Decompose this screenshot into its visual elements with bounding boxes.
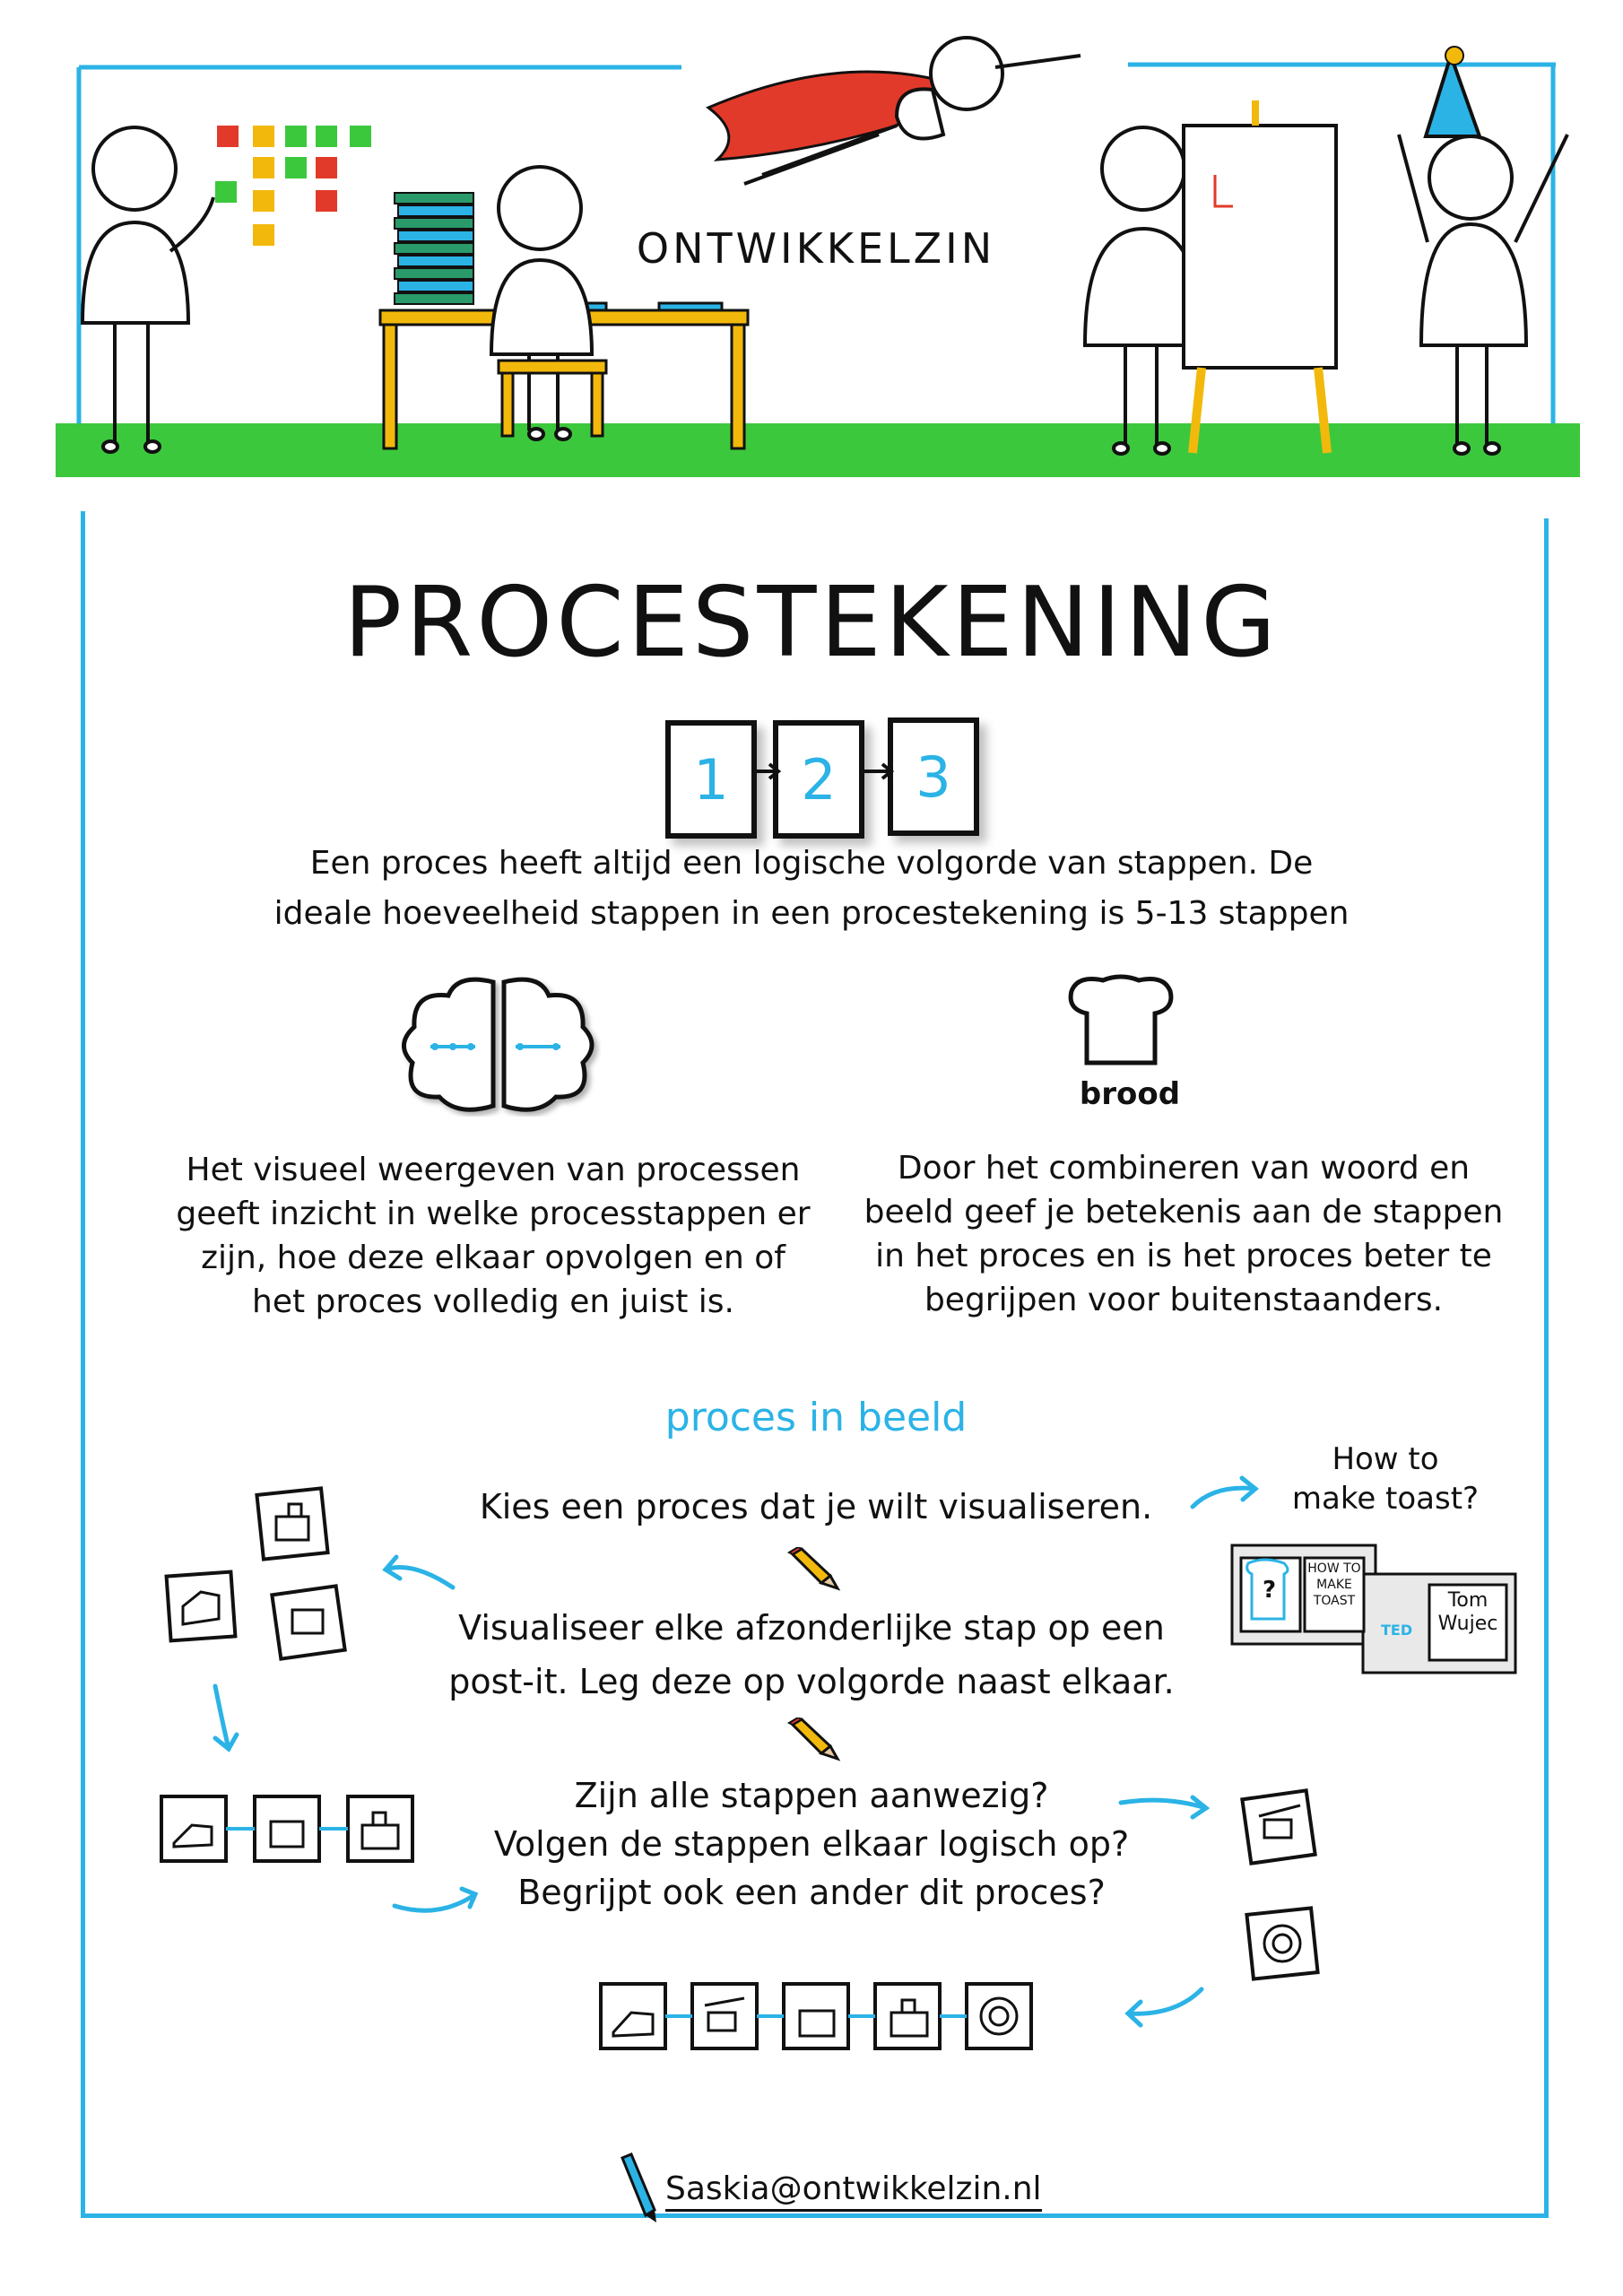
book-stack xyxy=(395,193,473,304)
pen-icon xyxy=(617,2152,658,2224)
right-line-4: begrijpen voor buitenstaanders. xyxy=(924,1282,1444,1318)
film-author-line-2: Wujec xyxy=(1437,1613,1498,1635)
step-box-2: 2 xyxy=(773,720,864,839)
step-box-3: 3 xyxy=(888,718,979,836)
left-text-block xyxy=(135,1148,852,1324)
intro-line-2: ideale hoeveelheid stappen in een procestekening is 5-13 stappen xyxy=(273,895,1350,932)
toast-question-line-2: make toast? xyxy=(1291,1481,1480,1517)
film-author-line-1: Tom xyxy=(1447,1589,1488,1612)
flying-superhero xyxy=(708,38,1081,184)
step-3-line-3: Begrijpt ook een ander dit proces? xyxy=(517,1873,1106,1912)
ted-logo: TED xyxy=(1381,1622,1413,1639)
brain-icon xyxy=(395,973,601,1117)
left-line-3: zijn, hoe deze elkaar opvolgen en of xyxy=(201,1239,785,1276)
right-line-2: beeld geef je betekenis aan de stappen xyxy=(864,1194,1504,1231)
film-title-line-1: HOW TO xyxy=(1307,1561,1361,1576)
bread-label: brood xyxy=(1079,1076,1181,1112)
step-arrows xyxy=(744,753,897,789)
person-celebrating xyxy=(1399,47,1567,454)
footer-email[interactable]: Saskia@ontwikkelzin.nl xyxy=(665,2170,1042,2212)
right-text-block xyxy=(825,1146,1542,1322)
step-box-1: 1 xyxy=(665,720,757,839)
right-line-3: in het proces en is het proces beter te xyxy=(875,1238,1492,1274)
frame-bottom xyxy=(81,2213,1549,2218)
step-3-line-1: Zijn alle stappen aanwezig? xyxy=(574,1776,1049,1815)
step-2-line-1: Visualiseer elke afzonderlijke stap op een xyxy=(458,1608,1165,1648)
left-line-1: Het visueel weergeven van processen xyxy=(186,1152,801,1188)
step-2-line-2: post-it. Leg deze op volgorde naast elkaar. xyxy=(448,1662,1175,1701)
flipchart xyxy=(1184,100,1336,453)
step-3-line-2: Volgen de stappen elkaar logisch op? xyxy=(493,1824,1130,1864)
person-with-notes xyxy=(82,127,213,452)
post-it-cluster-top xyxy=(161,1484,377,1664)
right-line-1: Door het combineren van woord en xyxy=(897,1150,1471,1187)
post-it-row-final xyxy=(592,1973,1058,2072)
post-it-stack-right xyxy=(1228,1780,1354,2022)
toast-question-line-1: How to xyxy=(1332,1441,1439,1477)
post-it-row-middle xyxy=(152,1789,421,1879)
sticky-notes xyxy=(215,126,371,246)
film-question-mark: ? xyxy=(1263,1577,1277,1604)
step-1-text: Kies een proces dat je wilt visualiseren. xyxy=(479,1487,1153,1526)
left-line-2: geeft inzicht in welke processtappen er xyxy=(176,1196,811,1232)
page-title: PROCESTEKENING xyxy=(343,567,1280,679)
film-title-line-2: MAKE xyxy=(1316,1578,1352,1592)
film-title-line-3: TOAST xyxy=(1313,1594,1356,1608)
left-line-4: het proces volledig en juist is. xyxy=(252,1283,734,1320)
brand-name: ONTWIKKELZIN xyxy=(636,224,996,273)
bread-icon xyxy=(1067,973,1175,1081)
intro-text xyxy=(179,839,1444,939)
section-heading: proces in beeld xyxy=(664,1395,968,1440)
intro-line-1: Een proces heeft altijd een logische volgorde van stappen. De xyxy=(309,845,1314,882)
